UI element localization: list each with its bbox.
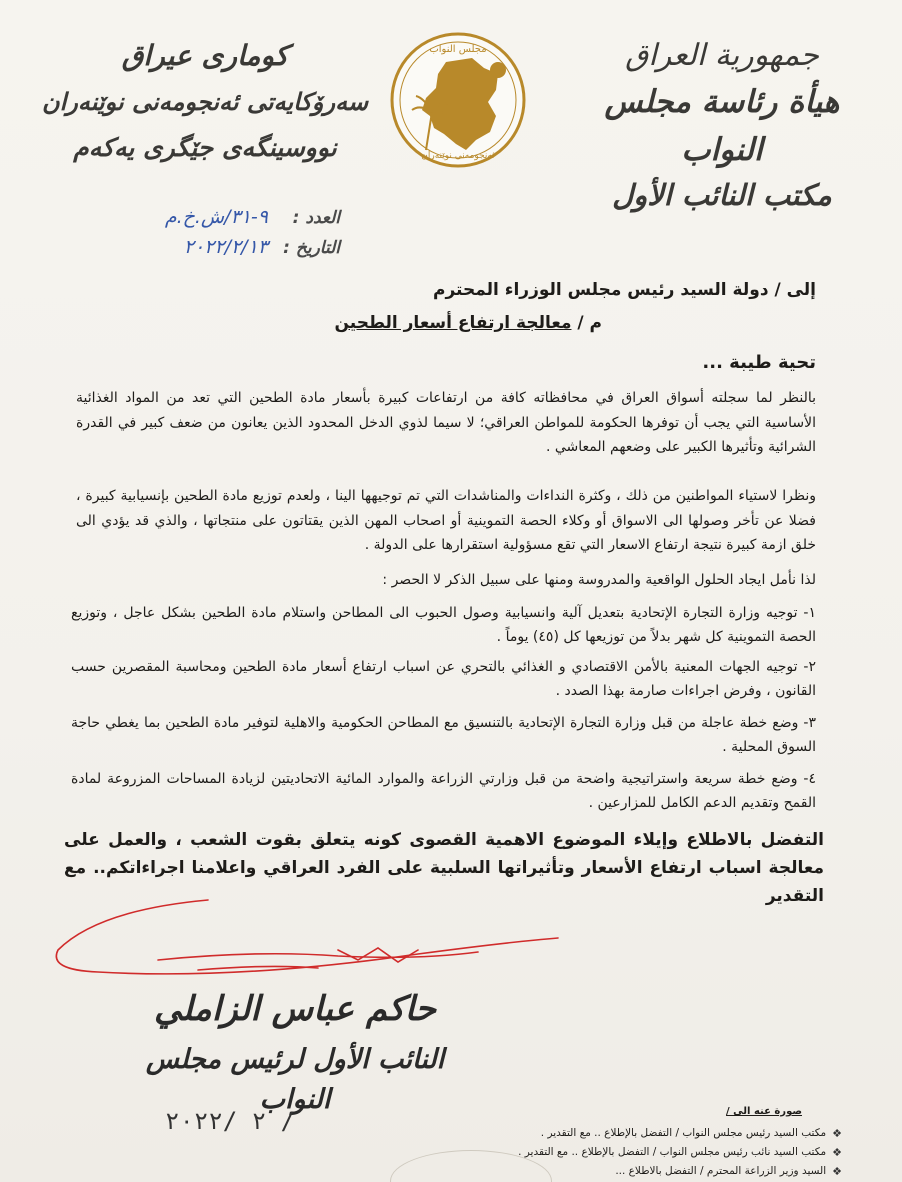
- signatory-title: النائب الأول لرئيس مجلس النواب: [145, 1044, 445, 1115]
- diamond-bullet-icon: ❖: [832, 1165, 842, 1178]
- handwritten-signature-icon: [38, 890, 598, 1000]
- reference-date-label: التاريخ :: [283, 238, 340, 258]
- list-item: ٢- توجيه الجهات المعنية بالأمن الاقتصادي و الغذائي بالتحري عن اسباب ارتفاع أسعار مادة الطحين ومحاسبة المقصرين حسب القانون ، وفرض اجراءات صارمة بهذا الصدد .: [71, 659, 816, 699]
- office-subname: مكتب النائب الأول: [612, 178, 832, 212]
- parliament-logo-icon: [386, 24, 530, 184]
- svg-text:ئەنجومەنی نوێنەران: ئەنجومەنی نوێنەران: [421, 151, 495, 161]
- reference-number-row: [100, 206, 340, 236]
- subject-text: معالجة ارتفاع أسعار الطحين: [334, 313, 572, 333]
- diamond-bullet-icon: ❖: [832, 1146, 842, 1159]
- copy-item: [422, 1124, 842, 1143]
- paragraph-3: لذا نأمل ايجاد الحلول الواقعية والمدروسة ومنها على سبيل الذكر لا الحصر :: [382, 572, 816, 588]
- copies-heading: صورة عنه الى /: [726, 1106, 802, 1117]
- list-item: ٤- وضع خطة سريعة واستراتيجية واضحة من قبل وزارتي الزراعة والموارد المائية الاتحاديتين لزيادة المساحات المزروعة لمادة القمح وتقديم الدعم الكامل للمزارعين .: [71, 771, 816, 811]
- reference-date-row: [100, 236, 340, 266]
- svg-text:مجلس النواب: مجلس النواب: [429, 44, 487, 55]
- paragraph-2: ونظرا لاستياء المواطنين من ذلك ، وكثرة النداءات والمناشدات التي تم توجيهها الينا ، ولعدم توزيع مادة الطحين بإنسيابية كبيرة ، فضلا عن تأخر وصولها الى الاسواق أو وكلاء الحصة التموينية أو اصحاب المهن الذين يقتاتون على منتجاتها ، والذي قد يؤدي الى خلق ازمة كبيرة نتيجة ارتفاع الاسعار التي تقع مسؤولية استقرارها على الدولة .: [76, 488, 816, 553]
- reference-date-value: ٢٠٢٢/٢/١٣: [183, 236, 268, 258]
- office-name: هيأة رئاسة مجلس النواب: [604, 84, 840, 168]
- letterhead-kurdish: [40, 34, 370, 170]
- letterhead-arabic: [602, 34, 842, 216]
- reference-block: [100, 206, 340, 266]
- closing-paragraph: التفضل بالاطلاع وإيلاء الموضوع الاهمية القصوى كونه يتعلق بقوت الشعب ، والعمل على معالجة اسباب ارتفاع الأسعار وتأثيراتها السلبية على الفرد العراقي واعلامنا اجراءاتكم.. مع التقدير: [64, 830, 824, 906]
- country-name-kurdish: كوماری عیراق: [121, 39, 289, 72]
- reference-number-value: م.خ.ش/٣١-٩: [164, 206, 268, 228]
- list-item: ١- توجيه وزارة التجارة الإتحادية بتعديل آلية وانسيابية وصول الحبوب الى المطاحن واستلام مادة الطحين بشكل عاجل ، وتوزيع الحصة التموينية كل شهر بدلاً من توزيعها كل (٤٥) يوماً .: [71, 605, 816, 645]
- office-name-kurdish: سەرۆکایەتی ئەنجومەنی نوێنەران: [41, 87, 369, 116]
- recipient-line: إلى / دولة السيد رئيس مجلس الوزراء المحترم: [433, 280, 816, 300]
- greeting: تحية طيبة ...: [702, 352, 816, 373]
- copy-item-text: السيد وزير الزراعة المحترم / التفضل بالاطلاع ...: [615, 1165, 827, 1177]
- list-item: ٣- وضع خطة عاجلة من قبل وزارة التجارة الإتحادية بالتنسيق مع المطاحن الحكومية والاهلية لتوفير مادة الطحين بما يغطي حاجة السوق المحلية .: [71, 715, 816, 755]
- signature-date: ٢٠٢٢/ ٢ /: [165, 1107, 296, 1135]
- copy-item-text: مكتب السيد رئيس مجلس النواب / التفضل بالإطلاع .. مع التقدير .: [540, 1127, 827, 1139]
- signatory-name: حاكم عباس الزاملي: [153, 989, 437, 1029]
- diamond-bullet-icon: ❖: [832, 1127, 842, 1140]
- country-name: جمهورية العراق: [625, 38, 819, 73]
- copy-item-text: مكتب السيد نائب رئيس مجلس النواب / التفضل بالإطلاع .. مع التقدير .: [518, 1146, 827, 1158]
- subject-line: [0, 313, 602, 333]
- subject-prefix: م /: [577, 313, 602, 333]
- paragraph-1: بالنظر لما سجلته أسواق العراق في محافظاته كافة من ارتفاعات كبيرة بأسعار مادة الطحين التي تعد من المواد الغذائية الأساسية التي يجب أن توفرها الحكومة للمواطن العراقي؛ لا سيما لذوي الدخل المحدود الذين يعانون من ضعف كبير في القدرة الشرائية وتأثيرها الكبير على وضعهم المعاشي .: [76, 390, 816, 455]
- office-subname-kurdish: نووسینگەی جێگری یەکەم: [73, 133, 337, 162]
- reference-number-label: العدد :: [292, 208, 340, 228]
